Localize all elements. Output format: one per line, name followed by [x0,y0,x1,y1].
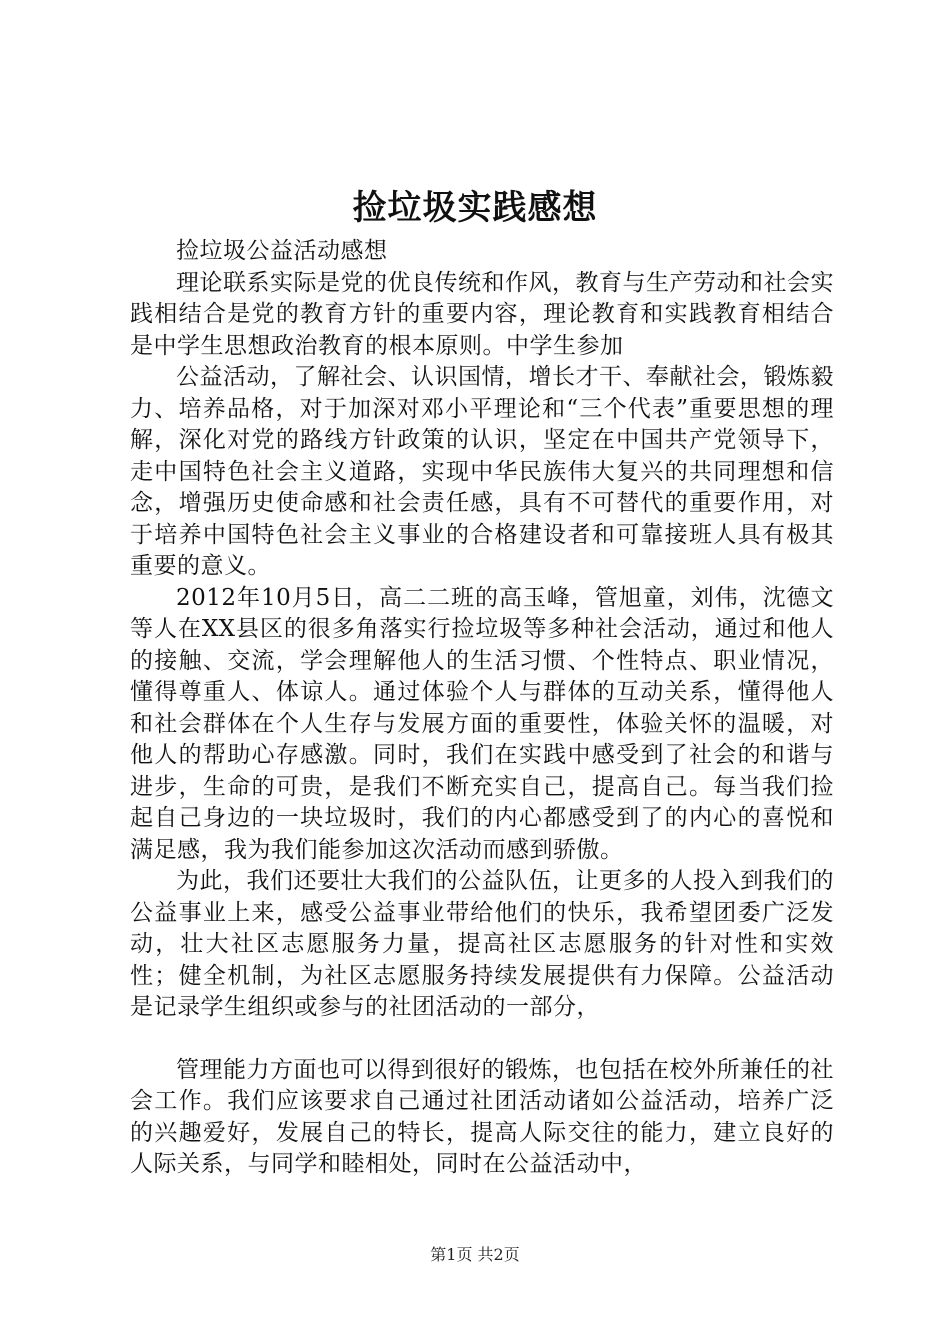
paragraph-subtitle: 捡垃圾公益活动感想 [176,238,388,264]
page-title: 捡垃圾实践感想 [352,188,598,228]
paragraph: 管理能力方面也可以得到很好的锻炼，也包括在校外所兼任的社会工作。我们应该要求自己通过社团活动诸如公益活动，培养广泛的兴趣爱好，发展自己的特长，提高人际交往的能力，建立良好的人际关系，与同学和睦相处，同时在公益活动中， [130,1056,834,1177]
paragraph: 为此，我们还要壮大我们的公益队伍，让更多的人投入到我们的公益事业上来，感受公益事业带给他们的快乐，我希望团委广泛发动，壮大社区志愿服务力量，提高社区志愿服务的针对性和实效性；健全机制，为社区志愿服务持续发展提供有力保障。公益活动是记录学生组织或参与的社团活动的一部分， [130,868,834,1020]
document-body [130,236,834,1181]
page-number-footer: 第1页 共2页 [430,1245,520,1264]
paragraph: 2012年10月5日，高二二班的高玉峰，管旭童，刘伟，沈德文等人在XX县区的很多角落实行捡垃圾等多种社会活动，通过和他人的接触、交流，学会理解他人的生活习惯、个性特点、职业情况，懂得尊重人、体谅人。通过体验个人与群体的互动关系，懂得他人和社会群体在个人生存与发展方面的重要性，体验关怀的温暖，对他人的帮助心存感激。同时，我们在实践中感受到了社会的和谐与进步，生命的可贵，是我们不断充实自己，提高自己。每当我们捡起自己身边的一块垃圾时，我们的内心都感受到了的内心的喜悦和满足感，我为我们能参加这次活动而感到骄傲。 [130,584,834,863]
paragraph: 理论联系实际是党的优良传统和作风，教育与生产劳动和社会实践相结合是党的教育方针的重要内容，理论教育和实践教育相结合是中学生思想政治教育的根本原则。中学生参加 [130,269,834,359]
paragraph: 公益活动，了解社会、认识国情，增长才干、奉献社会，锻炼毅力、培养品格，对于加深对邓小平理论和“三个代表”重要思想的理解，深化对党的路线方针政策的认识，坚定在中国共产党领导下，走中国特色社会主义道路，实现中华民族伟大复兴的共同理想和信念，增强历史使命感和社会责任感，具有不可替代的重要作用，对于培养中国特色社会主义事业的合格建设者和可靠接班人具有极其重要的意义。 [130,364,834,579]
